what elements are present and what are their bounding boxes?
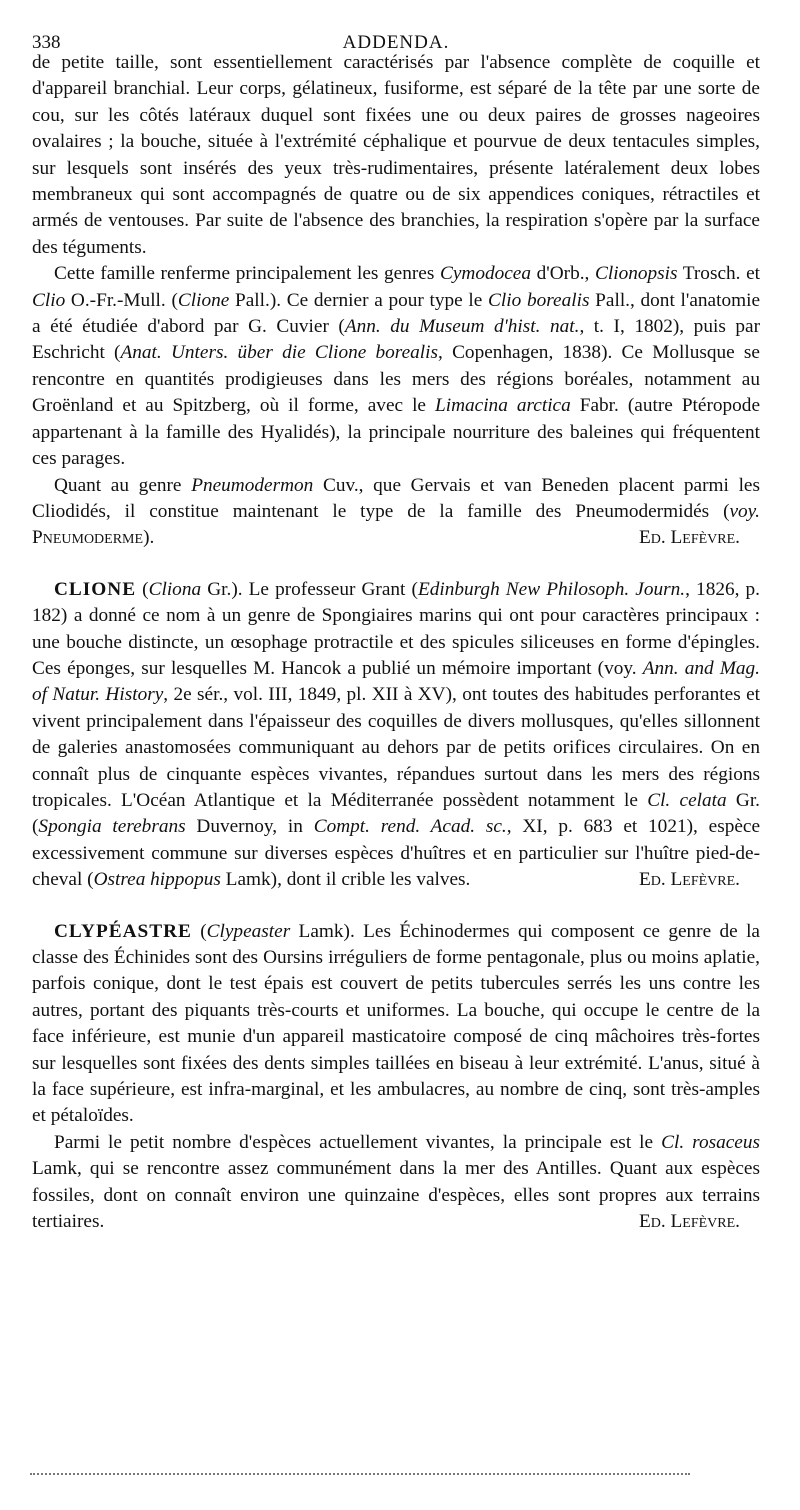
text-run: Pall., dont l'anatomie a été étudiée d'abord par G. Cuvier ( bbox=[32, 289, 761, 338]
footer-dotted-rule bbox=[30, 1473, 690, 1475]
text-run: Duvernoy, in bbox=[185, 816, 314, 838]
italic-text: Clione bbox=[177, 289, 230, 311]
italic-text: Ostrea hippopus bbox=[93, 869, 221, 891]
paragraph bbox=[32, 577, 760, 894]
italic-text: Clypeaster bbox=[206, 920, 291, 942]
text-run: Parmi le petit nombre d'espèces actuellement vivantes, la principale est le bbox=[54, 1131, 662, 1153]
text-run: Gr.). Le professeur Grant ( bbox=[201, 578, 418, 600]
text-run: Quant au genre bbox=[54, 474, 192, 496]
italic-text: Ann. du Museum d'hist. nat. bbox=[344, 316, 580, 338]
italic-text: Limacina arctica bbox=[435, 395, 571, 417]
entry-cliodides bbox=[32, 50, 760, 552]
text-run: Cuv., que Gervais et van Beneden placent parmi les Cliodidés, il constitue maintenant le type de la famille des Pneumodermidés ( bbox=[32, 474, 760, 522]
text-run: d'Orb., bbox=[531, 263, 595, 285]
page-header bbox=[32, 10, 760, 53]
italic-text: Spongia terebrans bbox=[38, 816, 186, 838]
paragraph bbox=[32, 473, 760, 552]
text-run: ). bbox=[143, 527, 155, 549]
author-signature: Ed. Lefèvre. bbox=[638, 869, 740, 891]
italic-text: Clio borealis bbox=[488, 289, 590, 311]
text-run: Fabr. (autre Ptéropode appartenant à la famille des Hyalidés), la principale nourriture des baleines qui fréquentent ces parages. bbox=[32, 395, 760, 470]
text-run: Lamk), dont il crible les valves. bbox=[220, 869, 471, 891]
entry-clypeastre bbox=[32, 919, 760, 1236]
italic-text: Cymodocea bbox=[439, 263, 532, 285]
text-run: ( bbox=[136, 578, 149, 600]
text-run: , t. I, 1802), puis par Eschricht ( bbox=[32, 316, 760, 364]
entry-lemma: CLYPÉASTRE bbox=[54, 920, 192, 942]
small-caps-text: Pneumoderme bbox=[32, 527, 144, 549]
italic-text: Cliona bbox=[148, 578, 202, 600]
text-run: Lamk). Les Échinodermes qui composent ce genre de la classe des Échinides sont des Oursins irréguliers de forme pentagonale, plus ou moins aplatie, parfois conique, dont le test épais est couvert de petits tubercules serrés les uns contre les autres, portant des piquants très-courts et uniformes. La bouche, qui occupe le centre de la face inférieure, est munie d'un appareil masticatoire composé de cinq mâchoires très-fortes sur lesquelles sont fixées des dents simples taillées en biseau à leur extrémité. L'anus, situé à la face supérieure, est infra-marginal, et les ambulacres, au nombre de cinq, sont très-amples et pétaloïdes. bbox=[32, 920, 760, 1127]
italic-text: Compt. rend. Acad. sc. bbox=[313, 816, 507, 838]
text-run: , 1826, p. 182) a donné ce nom à un genre de Spongiaires marins qui ont pour caractères principaux : une bouche distincte, un œsophage protractile et des spicules siliceuses en forme d'épingles. Ces éponges, sur lesquelles M. Hancok a publié un mémoire important (voy. bbox=[32, 578, 760, 679]
text-run: Trosch. et bbox=[677, 263, 761, 285]
italic-text: Ann. and Mag. of Natur. History bbox=[32, 657, 761, 706]
italic-text: Cl. celata bbox=[647, 789, 727, 811]
running-title: ADDENDA. bbox=[342, 32, 450, 53]
text-run: de petite taille, sont essentiellement caractérisés par l'absence complète de coquille et d'appareil branchial. Leur corps, gélatineux, fusiforme, est séparé de la tête par une sorte de cou, sur les côtés latéraux duquel sont fixées une ou deux paires de grosses nageoires ovalaires ; la bouche, située à l'extrémité céphalique et pourvue de deux tentacules simples, sur lesquels sont insérés des yeux très-rudimentaires, présente latéralement deux lobes membraneux qui sont accompagnés de quatre ou de six appendices coniques, rétractiles et armés de ventouses. Par suite de l'absence des branchies, la respiration s'opère par la surface des téguments. bbox=[32, 52, 760, 258]
italic-text: Anat. Unters. über die Clione borealis bbox=[120, 342, 439, 364]
author-signature: Ed. Lefèvre. bbox=[638, 527, 740, 549]
text-run: , 2e sér., vol. III, 1849, pl. XII à XV), ont toutes des habitudes perforantes et vivent principalement dans l'épaisseur des coquilles de divers mollusques, qu'elles sillonnent de galeries anastomosées communiquant au dehors par de petits orifices circulaires. On en connaît plus de cinquante espèces vivantes, répandues surtout dans les mers des régions tropicales. L'Océan Atlantique et la Méditerranée possèdent notamment le bbox=[32, 684, 761, 811]
text-run: Gr. ( bbox=[32, 789, 760, 838]
entry-lemma: CLIONE bbox=[54, 578, 137, 600]
text-run: , XI, p. 683 et 1021), espèce excessivement commune sur diverses espèces d'huîtres et en particulier sur l'huître pied-de-cheval ( bbox=[32, 816, 761, 891]
paragraph bbox=[32, 919, 760, 1130]
italic-text: Cl. rosaceus bbox=[661, 1131, 760, 1153]
text-run: Lamk, qui se rencontre assez communément dans la mer des Antilles. Quant aux espèces fossiles, dont on connaît environ une quinzaine d'espèces, elles sont propres aux terrains tertiaires. bbox=[32, 1158, 760, 1233]
text-run: Pall.). Ce dernier a pour type le bbox=[229, 289, 489, 311]
italic-text: Clionopsis bbox=[595, 263, 678, 285]
author-signature: Ed. Lefèvre. bbox=[638, 1211, 740, 1233]
italic-text: Clio bbox=[32, 289, 66, 311]
page-number: 338 bbox=[32, 32, 61, 53]
paragraph bbox=[32, 261, 760, 472]
text-run: O.-Fr.-Mull. ( bbox=[65, 289, 178, 311]
italic-text: voy. bbox=[729, 500, 760, 522]
paragraph bbox=[32, 50, 760, 261]
italic-text: Edinburgh New Philosoph. Journ. bbox=[417, 578, 686, 600]
italic-text: Pneumodermon bbox=[191, 474, 314, 496]
entry-clione bbox=[32, 577, 760, 894]
text-run: ( bbox=[191, 920, 207, 942]
text-run: , Copenhagen, 1838). Ce Mollusque se rencontre en quantités prodigieuses dans les mers des régions boréales, notamment au Groënland et au Spitzberg, où il forme, avec le bbox=[32, 342, 760, 417]
paragraph bbox=[32, 1130, 760, 1236]
text-run: Cette famille renferme principalement les genres bbox=[54, 263, 440, 285]
